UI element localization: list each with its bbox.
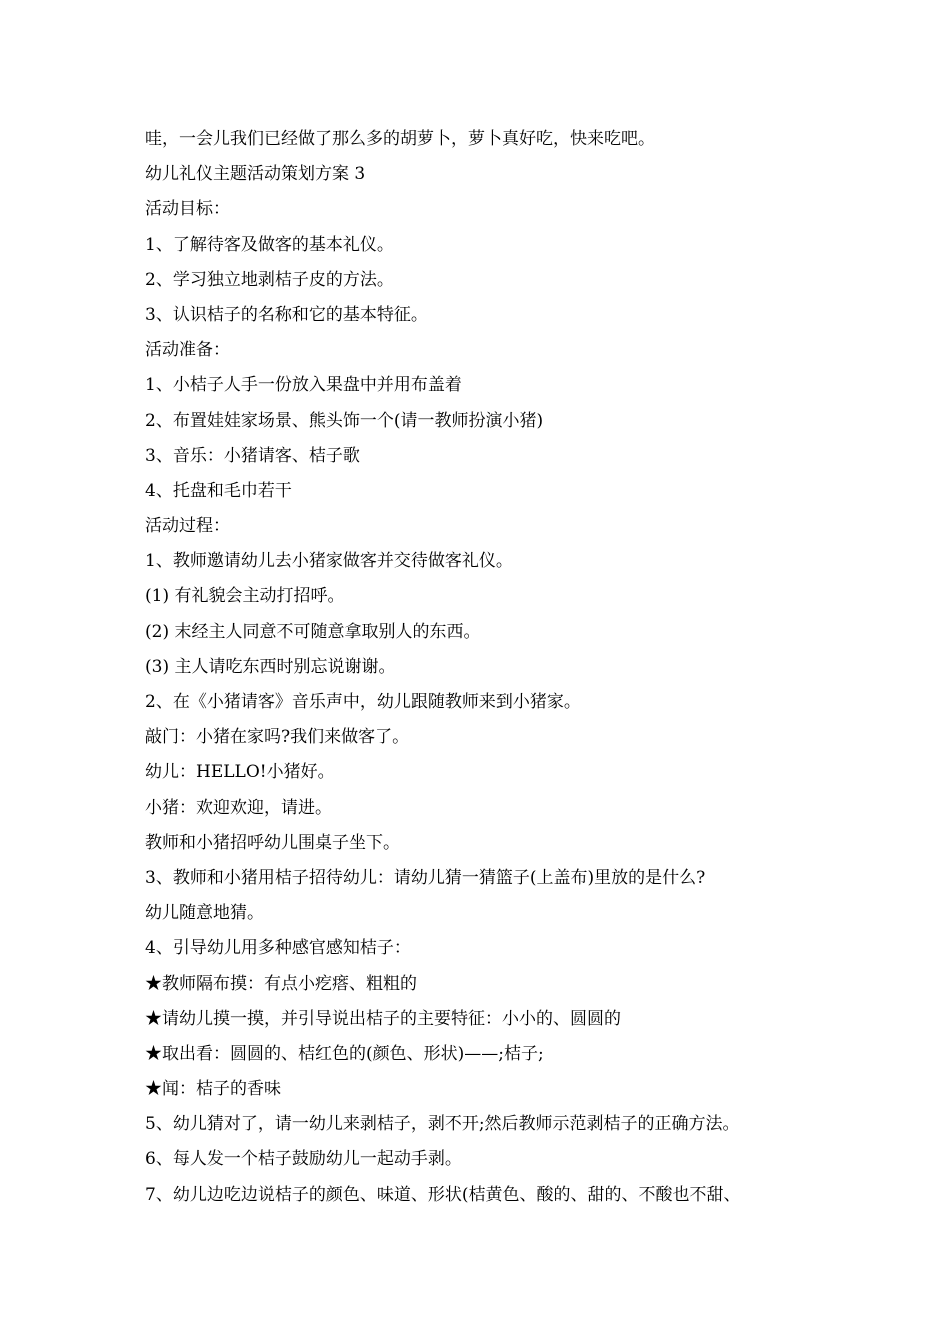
text-line: (3) 主人请吃东西时别忘说谢谢。	[145, 656, 396, 677]
text-line: ★取出看：圆圆的、桔红色的(颜色、形状)——;桔子;	[145, 1043, 544, 1064]
text-line: (1) 有礼貌会主动打招呼。	[145, 586, 345, 607]
text-line: 2、布置娃娃家场景、熊头饰一个(请一教师扮演小猪)	[145, 410, 544, 431]
text-line: 2、学习独立地剥桔子皮的方法。	[145, 269, 394, 290]
text-line: 小猪：欢迎欢迎，请进。	[145, 797, 332, 818]
section-title: 幼儿礼仪主题活动策划方案 3	[145, 164, 366, 185]
text-line: 2、在《小猪请客》音乐声中，幼儿跟随教师来到小猪家。	[145, 692, 581, 712]
text-line: 幼儿：HELLO!小猪好。	[145, 762, 335, 783]
section-heading-preparation: 活动准备：	[145, 340, 230, 361]
text-line: 3、音乐：小猪请客、桔子歌	[145, 445, 360, 466]
text-line: ★请幼儿摸一摸，并引导说出桔子的主要特征：小小的、圆圆的	[145, 1008, 621, 1029]
text-line: 3、认识桔子的名称和它的基本特征。	[145, 304, 428, 325]
text-line: 幼儿随意地猜。	[145, 903, 264, 924]
text-line: (2) 末经主人同意不可随意拿取别人的东西。	[145, 621, 481, 642]
text-line: 敲门：小猪在家吗?我们来做客了。	[145, 727, 410, 748]
text-line: 1、小桔子人手一份放入果盘中并用布盖着	[145, 375, 462, 396]
text-line: 哇，一会儿我们已经做了那么多的胡萝卜，萝卜真好吃，快来吃吧。	[145, 129, 655, 149]
section-heading-goals: 活动目标：	[145, 199, 230, 220]
text-line: 4、引导幼儿用多种感官感知桔子：	[145, 938, 411, 959]
text-line: 4、托盘和毛巾若干	[145, 480, 292, 501]
text-line: 6、每人发一个桔子鼓励幼儿一起动手剥。	[145, 1149, 462, 1170]
text-line: 1、了解待客及做客的基本礼仪。	[145, 234, 394, 255]
text-line: ★闻：桔子的香味	[145, 1079, 281, 1100]
text-line: 5、幼儿猜对了，请一幼儿来剥桔子，剥不开;然后教师示范剥桔子的正确方法。	[145, 1114, 740, 1135]
text-line: 教师和小猪招呼幼儿围桌子坐下。	[145, 832, 400, 853]
text-line: 7、幼儿边吃边说桔子的颜色、味道、形状(桔黄色、酸的、甜的、不酸也不甜、	[145, 1184, 741, 1205]
text-line: ★教师隔布摸：有点小疙瘩、粗粗的	[145, 973, 417, 994]
text-line: 1、教师邀请幼儿去小猪家做客并交待做客礼仪。	[145, 551, 513, 572]
document-body	[145, 122, 845, 1213]
section-heading-process: 活动过程：	[145, 516, 230, 537]
text-line: 3、教师和小猪用桔子招待幼儿：请幼儿猜一猜篮子(上盖布)里放的是什么?	[145, 867, 706, 888]
